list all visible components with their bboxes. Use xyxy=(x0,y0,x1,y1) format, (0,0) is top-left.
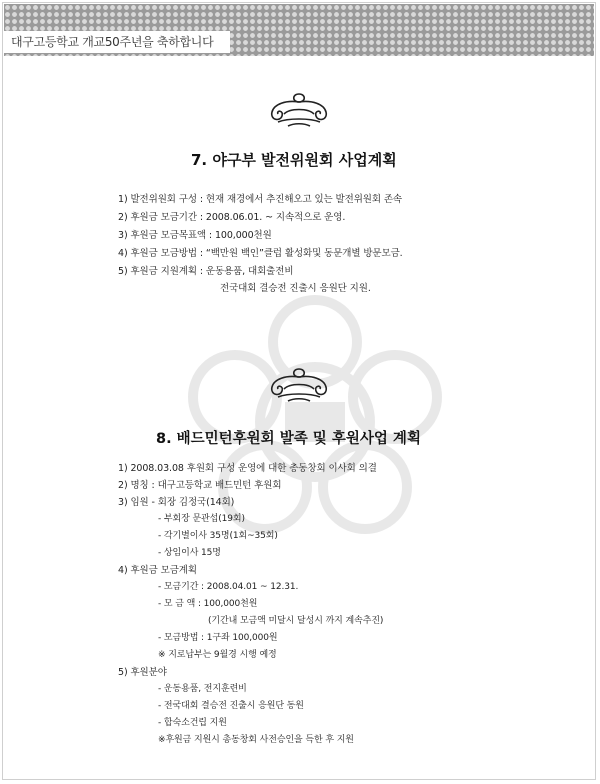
ornament-icon xyxy=(264,90,334,130)
section-8-line: (기간내 모금액 미달시 달성시 까지 계속추진) xyxy=(208,616,384,626)
header-label: 대구고등학교 개교50주년을 축하합니다 xyxy=(4,31,230,53)
section-8-line: 2) 명칭 : 대구고등학교 배드민턴 후원회 xyxy=(118,480,282,491)
section-8-line: - 모 금 액 : 100,000천원 xyxy=(158,599,258,609)
section-7-line: 1) 발전위원회 구성 : 현재 재경에서 추진해오고 있는 발전위원회 존속 xyxy=(118,194,403,205)
section-8-line: - 부회장 문관섭(19회) xyxy=(158,514,245,524)
section-8-line: 4) 후원금 모금계획 xyxy=(118,565,197,576)
section-8-line: ※후원금 지원시 총동창회 사전승인을 득한 후 지원 xyxy=(158,735,354,745)
section-8-line: 5) 후원분야 xyxy=(118,667,167,678)
section-8-line: - 합숙소건립 지원 xyxy=(158,718,227,728)
section-7-title: 7. 야구부 발전위원회 사업계획 xyxy=(191,151,397,169)
section-8-line: ※ 지로납부는 9월경 시행 예정 xyxy=(158,650,277,660)
section-8-line: - 전국대회 결승전 진출시 응원단 동원 xyxy=(158,701,304,711)
section-7-line: 2) 후원금 모금기간 : 2008.06.01. ~ 지속적으로 운영. xyxy=(118,212,346,223)
section-8-line: - 모금방법 : 1구좌 100,000원 xyxy=(158,633,278,643)
section-8-line: - 운동용품, 전지훈련비 xyxy=(158,684,247,694)
section-8-title: 8. 배드민턴후원회 발족 및 후원사업 계획 xyxy=(156,431,421,447)
section-8-line: - 모금기간 : 2008.04.01 ~ 12.31. xyxy=(158,582,299,592)
ornament-icon xyxy=(264,365,334,405)
section-7-line: 5) 후원금 지원계획 : 운동용품, 대회출전비 xyxy=(118,266,294,277)
section-7-line: 4) 후원금 모금방법 : “백만원 백인”클럽 활성화및 동문개별 방문모금. xyxy=(118,248,403,259)
section-7-line: 3) 후원금 모금목표액 : 100,000천원 xyxy=(118,230,272,241)
section-8-line: 3) 임원 - 회장 김정국(14회) xyxy=(118,497,235,508)
section-7-line: 전국대회 결승전 진출시 응원단 지원. xyxy=(220,283,371,294)
section-8-line: - 상임이사 15명 xyxy=(158,548,221,558)
section-8-line: 1) 2008.03.08 후원회 구성 운영에 대한 총동창회 이사회 의결 xyxy=(118,463,377,474)
section-8-line: - 각기별이사 35명(1회~35회) xyxy=(158,531,278,541)
